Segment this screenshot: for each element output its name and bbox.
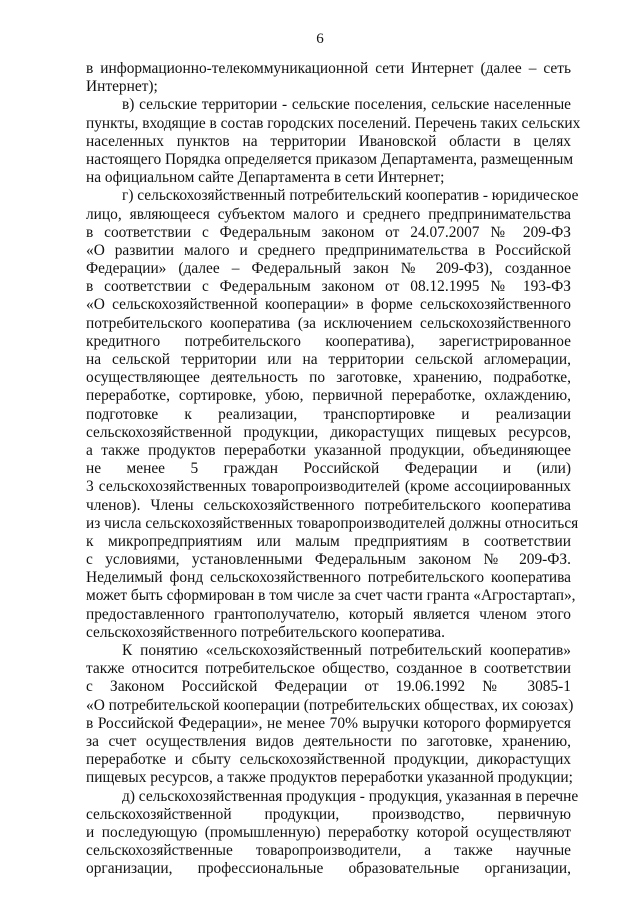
text-line: в) сельские территории - сельские поселения, сельские населенные: [122, 96, 571, 114]
text-line: а также продуктов переработки указанной продукции, объединяющее: [86, 441, 571, 459]
text-line: г) сельскохозяйственный потребительский кооператив - юридическое: [122, 187, 579, 205]
text-line: сельскохозяйственные товаропроизводители, а также научные: [86, 842, 571, 860]
text-line: потребительского кооператива (за исключением сельскохозяйственного: [86, 314, 571, 332]
text-line: 3 сельскохозяйственных товаропроизводителей (кроме ассоциированных: [86, 478, 571, 496]
text-line: подготовке к реализации, транспортировке и реализации: [86, 405, 571, 423]
text-line: пункты, входящие в состав городских поселений. Перечень таких сельских: [86, 114, 581, 132]
text-line: не менее 5 граждан Российской Федерации и (или): [86, 460, 571, 478]
text-line: может быть сформирован в том числе за счет части гранта «Агростартап»,: [86, 587, 576, 605]
text-line: Неделимый фонд сельскохозяйственного потребительского кооператива: [86, 569, 571, 587]
text-line: «О развитии малого и среднего предпринимательства в Российской: [86, 241, 571, 259]
text-line: К понятию «сельскохозяйственный потребительский кооператив»: [122, 642, 571, 659]
text-line: сельскохозяйственной продукции, дикорастущих пищевых ресурсов,: [86, 423, 571, 441]
text-line: «О сельскохозяйственной кооперации» в форме сельскохозяйственного: [86, 296, 571, 314]
text-line: «О потребительской кооперации (потребительских обществах, их союзах): [86, 696, 574, 714]
text-line: также относится потребительское общество, созданное в соответствии: [86, 660, 571, 678]
text-line: к микропредприятиям или малым предприятиям в соответствии: [86, 532, 571, 550]
text-line: за счет осуществления видов деятельности по заготовке, хранению,: [86, 732, 571, 750]
text-line: организации, профессиональные образовательные организации,: [86, 860, 571, 878]
text-line: и последующую (промышленную) переработку которой осуществляют: [86, 823, 571, 841]
text-line: населенных пунктов на территории Ивановской области в целях: [86, 132, 571, 150]
text-line: с Законом Российской Федерации от 19.06.1992 № 3085-1: [86, 678, 571, 696]
text-line: предоставленного грантополучателю, который является членом этого: [86, 605, 571, 623]
text-line: на сельской территории или на территории сельской агломерации,: [86, 351, 571, 368]
text-line: сельскохозяйственной продукции, производство, первичную: [86, 805, 571, 823]
text-line: Федерации» (далее – Федеральный закон № 209-ФЗ), созданное: [86, 260, 571, 278]
text-line: Интернет);: [86, 78, 158, 96]
text-line: осуществляющее деятельность по заготовке, хранению, подработке,: [86, 369, 571, 387]
text-line: в соответствии с Федеральным законом от 24.07.2007 № 209-ФЗ: [86, 223, 571, 241]
text-line: членов). Члены сельскохозяйственного потребительского кооператива: [86, 496, 571, 514]
text-line: в соответствии с Федеральным законом от 08.12.1995 № 193-ФЗ: [86, 278, 571, 296]
text-line: д) сельскохозяйственная продукция - продукция, указанная в перечне: [122, 787, 579, 805]
text-line: на официальном сайте Департамента в сети Интернет;: [86, 169, 445, 187]
text-line: в информационно-телекоммуникационной сети Интернет (далее – сеть: [86, 60, 571, 77]
text-line: из числа сельскохозяйственных товаропроизводителей должны относиться: [86, 514, 579, 532]
text-line: пищевых ресурсов, а также продуктов переработки указанной продукции;: [86, 769, 573, 787]
page-number: 6: [316, 31, 324, 47]
text-line: с условиями, установленными Федеральным законом № 209-ФЗ.: [86, 551, 571, 569]
text-line: переработке, сортировке, убою, первичной переработке, охлаждению,: [86, 387, 571, 405]
text-line: в Российской Федерации», не менее 70% выручки которого формируется: [86, 714, 571, 732]
text-line: лицо, являющееся субъектом малого и среднего предпринимательства: [86, 205, 571, 223]
text-line: настоящего Порядка определяется приказом Департамента, размещенным: [86, 150, 574, 168]
document-body: [86, 60, 581, 878]
text-line: сельскохозяйственного потребительского кооператива.: [86, 623, 445, 641]
text-line: переработке и сбыту сельскохозяйственной продукции, дикорастущих: [86, 751, 571, 769]
text-line: кредитного потребительского кооператива), зарегистрированное: [86, 332, 571, 350]
